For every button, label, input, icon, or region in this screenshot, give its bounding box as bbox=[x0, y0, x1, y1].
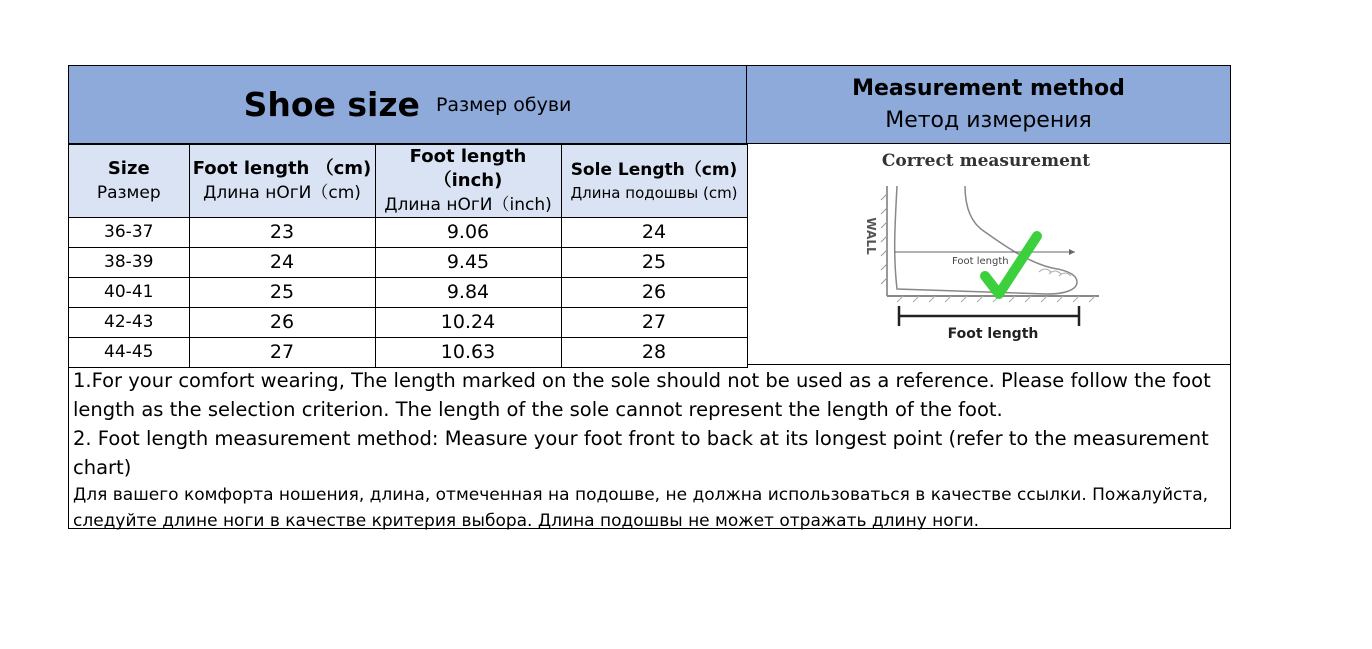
size-table bbox=[69, 144, 748, 368]
column-header-label-ru: Длина нОгИ（cm) bbox=[203, 183, 361, 203]
cell-foot-inch: 10.24 bbox=[375, 308, 561, 338]
cell-foot-cm: 23 bbox=[189, 218, 375, 248]
measurement-method-title: Measurement method bbox=[852, 75, 1125, 101]
table-row bbox=[69, 218, 747, 248]
column-header-foot-cm bbox=[189, 145, 375, 218]
cell-foot-inch: 9.06 bbox=[375, 218, 561, 248]
table-row bbox=[69, 308, 747, 338]
notes-section bbox=[69, 365, 1230, 535]
column-header-label: Foot length （cm) bbox=[192, 158, 372, 179]
column-header-foot-inch bbox=[375, 145, 561, 218]
column-header-label-ru: Размер bbox=[96, 183, 161, 203]
column-header-label: Sole Length（cm) bbox=[570, 159, 738, 180]
note-russian: Для вашего комфорта ношения, длина, отмеченная на подошве, не должна использоваться в качестве ссылки. Пожалуйста, следуйте длине ноги в качестве критерия выбора. Длина подошвы не может отражать длину ноги. bbox=[73, 485, 1209, 531]
table-row bbox=[69, 338, 747, 368]
foot-length-label: Foot length bbox=[947, 326, 1039, 342]
note-measurement-method: 2. Foot length measurement method: Measure your foot front to back at its longest point (refer to the measurement chart) bbox=[73, 427, 1209, 479]
cell-foot-cm: 25 bbox=[189, 278, 375, 308]
cell-sole-cm: 24 bbox=[561, 218, 747, 248]
cell-sole-cm: 28 bbox=[561, 338, 747, 368]
measurement-method-header bbox=[747, 66, 1230, 144]
cell-sole-cm: 27 bbox=[561, 308, 747, 338]
cell-size: 40-41 bbox=[69, 278, 189, 308]
column-header-label-ru: Длина подошвы (cm) bbox=[570, 183, 738, 202]
toes-outline bbox=[1039, 269, 1071, 276]
foot-length-arrow-label: Foot length bbox=[952, 256, 1009, 267]
cell-foot-cm: 26 bbox=[189, 308, 375, 338]
arrow-head-icon bbox=[1069, 249, 1075, 255]
cell-foot-inch: 9.45 bbox=[375, 248, 561, 278]
size-table-header-row bbox=[69, 145, 747, 218]
size-chart-sheet bbox=[68, 65, 1231, 529]
cell-size: 42-43 bbox=[69, 308, 189, 338]
measurement-method-title-ru: Метод измерения bbox=[885, 107, 1092, 133]
cell-size: 36-37 bbox=[69, 218, 189, 248]
shoe-size-header bbox=[69, 66, 747, 144]
cell-foot-inch: 10.63 bbox=[375, 338, 561, 368]
cell-sole-cm: 26 bbox=[561, 278, 747, 308]
column-header-label: Foot length（inch) bbox=[409, 146, 527, 191]
measurement-diagram bbox=[747, 144, 1230, 365]
cell-size: 44-45 bbox=[69, 338, 189, 368]
wall-label: WALL bbox=[864, 217, 878, 255]
column-header-size bbox=[69, 145, 189, 218]
cell-foot-inch: 9.84 bbox=[375, 278, 561, 308]
column-header-label-ru: Длина нОгИ（inch) bbox=[384, 195, 552, 215]
table-row bbox=[69, 248, 747, 278]
wall-hatching bbox=[881, 194, 887, 284]
cell-size: 38-39 bbox=[69, 248, 189, 278]
cell-foot-cm: 24 bbox=[189, 248, 375, 278]
shoe-size-title: Shoe size bbox=[243, 85, 420, 124]
column-header-label: Size bbox=[107, 158, 150, 179]
column-header-sole-cm bbox=[561, 145, 747, 218]
note-comfort: 1.For your comfort wearing, The length marked on the sole should not be used as a reference. Please follow the foot length as the selection criterion. The length of the sole cannot represent the length of the foot. bbox=[73, 369, 1211, 421]
cell-sole-cm: 25 bbox=[561, 248, 747, 278]
table-row bbox=[69, 278, 747, 308]
diagram-caption: Correct measurement bbox=[881, 151, 1091, 171]
shoe-size-title-ru: Размер обуви bbox=[435, 93, 572, 116]
cell-foot-cm: 27 bbox=[189, 338, 375, 368]
measurement-diagram-svg bbox=[747, 144, 1230, 364]
